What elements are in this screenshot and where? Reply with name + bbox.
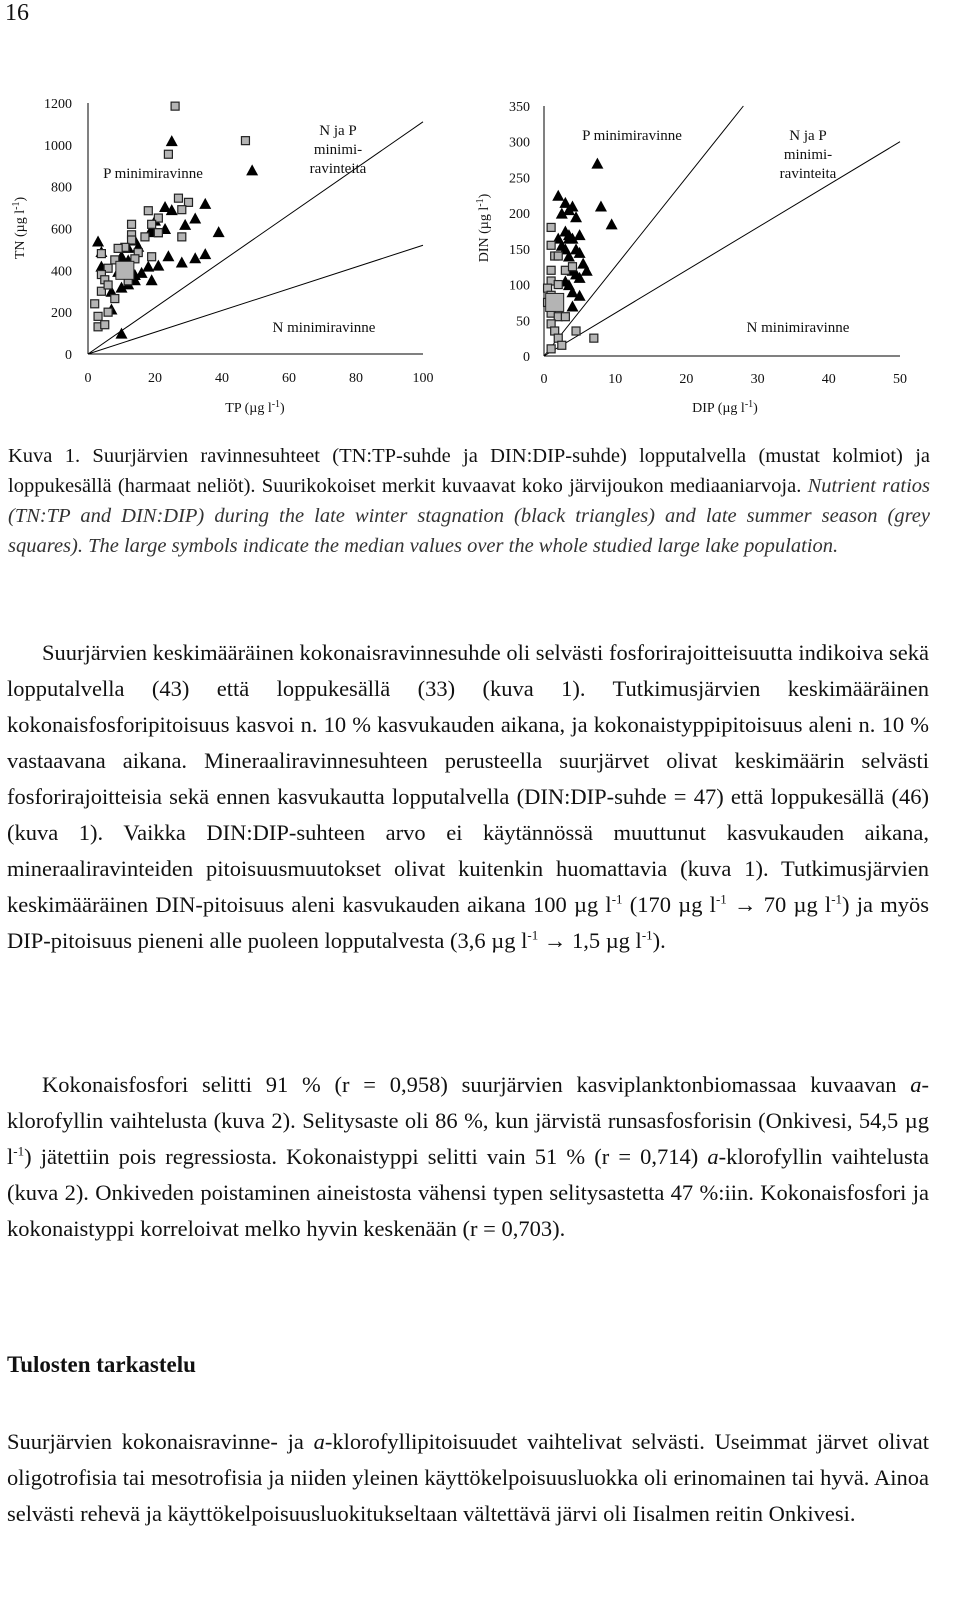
x-tick-label: 40 bbox=[215, 371, 229, 386]
x-tick-label: 40 bbox=[821, 372, 836, 387]
y-tick-label: 50 bbox=[516, 314, 530, 330]
x-axis-label: TP (µg $l^{-1}$) bbox=[225, 398, 285, 416]
square-point bbox=[178, 206, 186, 214]
x-tick-label: 80 bbox=[349, 371, 363, 386]
square-point bbox=[154, 229, 162, 237]
caption-english: Nutrient ratios (TN:TP and DIN:DIP) during the late winter stagnation (black triangles) and late summer season (grey squares). The large symbols indicate the median values over the whole studied large lake population. bbox=[8, 475, 930, 557]
y-axis-label: TN (µg $l^{-1}$) bbox=[10, 196, 28, 260]
triangle-point bbox=[574, 229, 586, 240]
annotation-np-limited: ravinteita bbox=[779, 166, 837, 182]
tn-tp-chart bbox=[0, 88, 480, 428]
square-point bbox=[590, 334, 598, 342]
square-point bbox=[104, 308, 112, 316]
square-point bbox=[547, 241, 555, 249]
y-tick-label: 400 bbox=[51, 264, 72, 280]
square-point bbox=[547, 223, 555, 231]
annotation-n-limited: N minimiravinne bbox=[272, 320, 376, 336]
square-point bbox=[104, 281, 112, 289]
x-tick-label: 100 bbox=[412, 371, 434, 386]
y-tick-label: 150 bbox=[509, 242, 530, 258]
square-point bbox=[568, 263, 576, 271]
y-tick-label: 1200 bbox=[44, 97, 72, 112]
y-tick-label: 0 bbox=[523, 350, 530, 365]
para3-text: -klorofyllipitoisuudet vaihtelivat selvästi. Useimmat järvet olivat oligotrofisia tai mesotrofisia ja niiden yleinen käyttökelpoisuusluokka oli erinomainen tai hyvä. Ainoa selvästi rehevä ja käyttökelpoisuusluokitukseltaan vältettävä järvi oli Iisalmen reitin Onkivesi. bbox=[7, 1429, 929, 1526]
annotation-n-limited: N minimiravinne bbox=[746, 320, 850, 336]
para2-text: ) jätettiin pois regressiosta. Kokonaistyppi selitti vain 51 % (r = 0,714) bbox=[24, 1144, 708, 1169]
para1-text: Suurjärvien keskimääräinen kokonaisravinnesuhde oli selvästi fosforirajoitteisuutta indikoiva sekä lopputalvella (43) että loppukesällä (33) (kuva 1). Tutkimusjärvien keskimääräinen kokonaisfosforipitoisuus kasvoi n. 10 % kasvukauden aikana, ja kokonaistyppipitoisuus aleni n. 10 % vastaavana aikana. Mineraaliravinnesuhteen perusteella suurjärvet olivat keskimäärin selvästi fosforirajoitteisia sekä ennen kasvukautta lopputalvella (DIN:DIP-suhde = 47) että loppukesällä (46) (kuva 1). Vaikka DIN:DIP-suhteen arvo ei käytännössä muuttunut kasvukauden aikana, mineraaliravinteiden pitoisuusmuutokset olivat kuitenkin huomattavia (kuva 1). Tutkimusjärvien keskimääräinen DIN-pitoisuus aleni kasvukauden aikana 100 µg l bbox=[7, 640, 929, 917]
italic-a: a bbox=[707, 1144, 719, 1169]
triangle-point bbox=[189, 252, 201, 263]
triangle-point bbox=[189, 213, 201, 224]
square-point bbox=[94, 312, 102, 320]
y-tick-label: 600 bbox=[51, 222, 72, 238]
triangle-point bbox=[199, 198, 211, 209]
square-point bbox=[558, 341, 566, 349]
square-point bbox=[114, 244, 122, 252]
din-dip-chart-svg bbox=[470, 88, 960, 428]
italic-a: a bbox=[910, 1072, 922, 1097]
superscript: -1 bbox=[527, 927, 539, 943]
annotation-p-limited: P minimiravinne bbox=[582, 128, 682, 144]
square-point bbox=[111, 295, 119, 303]
paragraph-2 bbox=[7, 1067, 929, 1247]
triangle-point bbox=[566, 301, 578, 312]
annotation-np-limited: minimi- bbox=[783, 147, 833, 163]
square-point bbox=[554, 281, 562, 289]
triangle-point bbox=[166, 135, 178, 146]
y-tick-label: 200 bbox=[509, 207, 530, 223]
triangle-point bbox=[162, 250, 174, 261]
square-point bbox=[561, 313, 569, 321]
x-tick-label: 10 bbox=[608, 372, 623, 387]
annotation-np-limited: N ja P bbox=[789, 128, 827, 144]
superscript: -1 bbox=[13, 1143, 25, 1159]
triangle-point bbox=[595, 201, 607, 212]
para1-text: → 1,5 µg l bbox=[538, 928, 642, 953]
square-point bbox=[241, 137, 249, 145]
superscript: -1 bbox=[641, 927, 653, 943]
superscript: -1 bbox=[715, 891, 727, 907]
triangle-point bbox=[552, 190, 564, 201]
din-dip-chart bbox=[470, 88, 960, 428]
paragraph-1 bbox=[7, 635, 929, 959]
x-tick-label: 50 bbox=[893, 372, 907, 387]
triangle-point bbox=[591, 158, 603, 169]
square-point bbox=[144, 207, 152, 215]
page-number: 16 bbox=[5, 0, 29, 26]
square-point bbox=[174, 194, 182, 202]
superscript: -1 bbox=[831, 891, 843, 907]
square-point bbox=[97, 250, 105, 258]
x-tick-label: 20 bbox=[148, 371, 162, 386]
triangle-point bbox=[179, 219, 191, 230]
triangle-point bbox=[142, 261, 154, 272]
triangle-point bbox=[176, 256, 188, 267]
square-point bbox=[554, 252, 562, 260]
y-tick-label: 800 bbox=[51, 180, 72, 196]
para3-text: Suurjärvien kokonaisravinne- ja bbox=[7, 1429, 314, 1454]
x-axis-label: DIP (µg $l^{-1}$) bbox=[692, 398, 758, 416]
annotation-np-limited: minimi- bbox=[313, 142, 363, 158]
italic-a: a bbox=[313, 1429, 325, 1454]
square-point bbox=[91, 300, 99, 308]
tn-tp-chart-svg bbox=[0, 88, 480, 428]
y-tick-label: 100 bbox=[509, 278, 530, 294]
x-tick-label: 20 bbox=[679, 372, 694, 387]
triangle-point bbox=[199, 248, 211, 259]
annotation-p-limited: P minimiravinne bbox=[103, 166, 203, 182]
square-point bbox=[128, 220, 136, 228]
square-point bbox=[572, 327, 580, 335]
y-tick-label: 0 bbox=[65, 348, 72, 363]
y-tick-label: 300 bbox=[509, 135, 530, 151]
triangle-point bbox=[92, 236, 104, 247]
square-point bbox=[164, 150, 172, 158]
triangle-point bbox=[606, 218, 618, 229]
paragraph-3 bbox=[7, 1424, 929, 1532]
median-square-point bbox=[546, 293, 564, 311]
y-tick-label: 200 bbox=[51, 306, 72, 322]
square-point bbox=[101, 321, 109, 329]
triangle-point bbox=[146, 274, 158, 285]
triangle-point bbox=[246, 164, 258, 175]
triangle-point bbox=[116, 328, 128, 339]
x-tick-label: 0 bbox=[540, 372, 548, 387]
para1-text: → 70 µg l bbox=[726, 892, 832, 917]
x-tick-label: 0 bbox=[84, 371, 92, 386]
figure-caption bbox=[8, 441, 930, 561]
para2-text: Kokonaisfosfori selitti 91 % (r = 0,958) suurjärvien kasviplanktonbiomassaa kuvaavan bbox=[42, 1072, 911, 1097]
median-square-point bbox=[116, 261, 134, 279]
para1-text: (170 µg l bbox=[622, 892, 716, 917]
para1-text: ). bbox=[652, 928, 666, 953]
caption-finnish: Kuva 1. Suurjärvien ravinnesuhteet (TN:TP-suhde ja DIN:DIP-suhde) lopputalvella (mustat kolmiot) ja loppukesällä (harmaat neliöt). Suurikokoiset merkit kuvaavat koko järvijoukon mediaaniarvoja. bbox=[8, 445, 930, 497]
x-tick-label: 30 bbox=[750, 372, 765, 387]
y-tick-label: 350 bbox=[509, 100, 530, 115]
para2-text: -klorofyllin vaihtelusta (kuva 2). Onkiveden poistaminen aineistosta vähensi typen selitysastetta 47 %:iin. Kokonaisfosfori ja kokonaistyppi korreloivat melko hyvin keskenään (r = 0,703). bbox=[7, 1144, 929, 1241]
y-tick-label: 250 bbox=[509, 171, 530, 187]
square-point bbox=[178, 233, 186, 241]
para1-text: ) ja myös DIP-pitoisuus pieneni alle puoleen lopputalvesta (3,6 µg l bbox=[7, 892, 929, 953]
square-point bbox=[547, 266, 555, 274]
square-point bbox=[171, 102, 179, 110]
triangle-point bbox=[213, 226, 225, 237]
y-axis-label: DIN (µg $l^{-1}$) bbox=[474, 193, 492, 263]
x-tick-label: 60 bbox=[282, 371, 296, 386]
square-point bbox=[148, 220, 156, 228]
section-heading: Tulosten tarkastelu bbox=[7, 1352, 196, 1377]
annotation-np-limited: ravinteita bbox=[309, 161, 367, 177]
square-point bbox=[141, 233, 149, 241]
annotation-np-limited: N ja P bbox=[319, 123, 357, 139]
square-point bbox=[547, 345, 555, 353]
y-tick-label: 1000 bbox=[44, 138, 72, 154]
para2-text: -klorofyllin vaihtelusta (kuva 2). Selitysaste oli 86 %, kun järvistä runsasfosforisin (Onkivesi, 54,5 µg l bbox=[7, 1072, 929, 1169]
square-point bbox=[148, 253, 156, 261]
superscript: -1 bbox=[611, 891, 623, 907]
